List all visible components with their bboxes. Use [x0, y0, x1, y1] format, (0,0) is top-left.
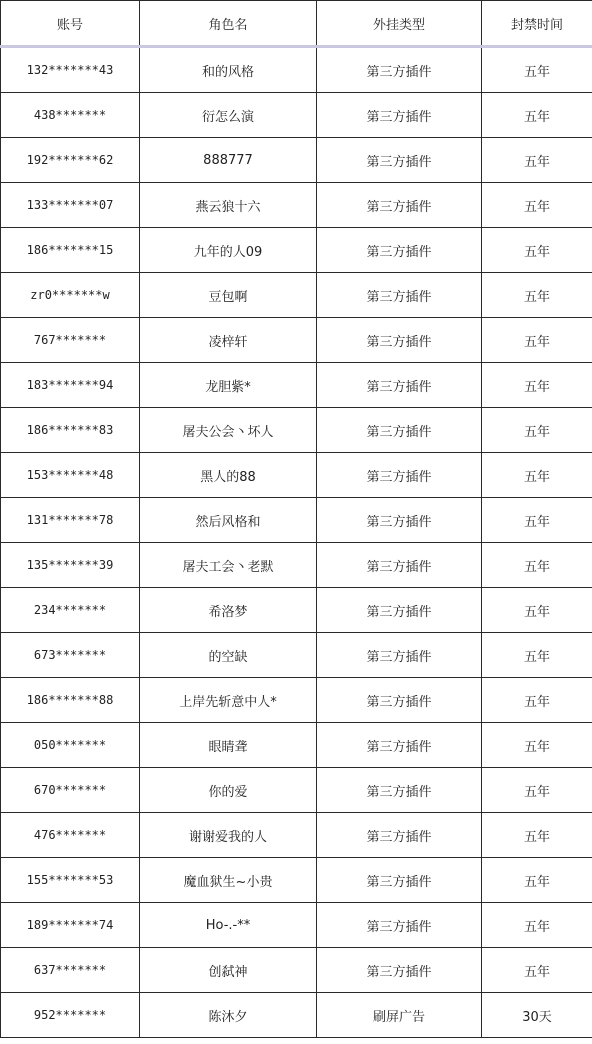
cheat-type-cell: 第三方插件	[317, 813, 482, 858]
table-row	[1, 768, 592, 813]
account-cell: 189*******74	[1, 903, 140, 948]
role-name-cell: 陈沐夕	[140, 993, 317, 1038]
role-name-cell: 黑人的88	[140, 453, 317, 498]
role-name-cell: Ho-.-**	[140, 903, 317, 948]
cheat-type-cell: 第三方插件	[317, 273, 482, 318]
role-name-cell: 衍怎么演	[140, 93, 317, 138]
header-account: 账号	[1, 1, 140, 47]
cheat-type-cell: 第三方插件	[317, 47, 482, 93]
role-name-cell: 豆包啊	[140, 273, 317, 318]
table-row	[1, 588, 592, 633]
account-cell: 767*******	[1, 318, 140, 363]
account-cell: 186*******83	[1, 408, 140, 453]
table-row	[1, 498, 592, 543]
role-name-cell: 的空缺	[140, 633, 317, 678]
ban-duration-cell: 五年	[482, 768, 592, 813]
cheat-type-cell: 第三方插件	[317, 903, 482, 948]
ban-duration-cell: 五年	[482, 138, 592, 183]
cheat-type-cell: 第三方插件	[317, 498, 482, 543]
table-row	[1, 138, 592, 183]
table-row	[1, 633, 592, 678]
role-name-cell: 屠夫公会丶坏人	[140, 408, 317, 453]
header-ban-duration: 封禁时间	[482, 1, 592, 47]
table-row	[1, 318, 592, 363]
table-row	[1, 228, 592, 273]
account-cell: 438*******	[1, 93, 140, 138]
role-name-cell: 凌梓轩	[140, 318, 317, 363]
role-name-cell: 谢谢爱我的人	[140, 813, 317, 858]
ban-duration-cell: 五年	[482, 228, 592, 273]
cheat-type-cell: 第三方插件	[317, 228, 482, 273]
cheat-type-cell: 第三方插件	[317, 678, 482, 723]
ban-duration-cell: 五年	[482, 318, 592, 363]
role-name-cell: 希洛梦	[140, 588, 317, 633]
table-row	[1, 183, 592, 228]
ban-duration-cell: 五年	[482, 408, 592, 453]
role-name-cell: 龙胆紫*	[140, 363, 317, 408]
table-row	[1, 363, 592, 408]
role-name-cell: 888777	[140, 138, 317, 183]
cheat-type-cell: 第三方插件	[317, 408, 482, 453]
cheat-type-cell: 第三方插件	[317, 318, 482, 363]
account-cell: 637*******	[1, 948, 140, 993]
account-cell: 050*******	[1, 723, 140, 768]
table-row	[1, 813, 592, 858]
table-row	[1, 948, 592, 993]
ban-duration-cell: 五年	[482, 588, 592, 633]
cheat-type-cell: 刷屏广告	[317, 993, 482, 1038]
role-name-cell: 九年的人09	[140, 228, 317, 273]
role-name-cell: 屠夫工会丶老默	[140, 543, 317, 588]
table-row	[1, 453, 592, 498]
cheat-type-cell: 第三方插件	[317, 543, 482, 588]
cheat-type-cell: 第三方插件	[317, 858, 482, 903]
account-cell: 183*******94	[1, 363, 140, 408]
account-cell: 131*******78	[1, 498, 140, 543]
ban-duration-cell: 30天	[482, 993, 592, 1038]
ban-duration-cell: 五年	[482, 678, 592, 723]
account-cell: 186*******15	[1, 228, 140, 273]
account-cell: 133*******07	[1, 183, 140, 228]
header-cheat-type: 外挂类型	[317, 1, 482, 47]
table-row	[1, 858, 592, 903]
ban-duration-cell: 五年	[482, 47, 592, 93]
account-cell: zr0*******w	[1, 273, 140, 318]
cheat-type-cell: 第三方插件	[317, 588, 482, 633]
role-name-cell: 眼睛聋	[140, 723, 317, 768]
role-name-cell: 然后风格和	[140, 498, 317, 543]
table-row	[1, 543, 592, 588]
account-cell: 192*******62	[1, 138, 140, 183]
cheat-type-cell: 第三方插件	[317, 453, 482, 498]
account-cell: 186*******88	[1, 678, 140, 723]
account-cell: 132*******43	[1, 47, 140, 93]
account-cell: 476*******	[1, 813, 140, 858]
header-row	[1, 1, 592, 47]
table-row	[1, 93, 592, 138]
ban-duration-cell: 五年	[482, 183, 592, 228]
cheat-type-cell: 第三方插件	[317, 633, 482, 678]
ban-duration-cell: 五年	[482, 633, 592, 678]
table-row	[1, 678, 592, 723]
ban-duration-cell: 五年	[482, 858, 592, 903]
ban-duration-cell: 五年	[482, 363, 592, 408]
role-name-cell: 和的风格	[140, 47, 317, 93]
cheat-type-cell: 第三方插件	[317, 363, 482, 408]
role-name-cell: 创弑神	[140, 948, 317, 993]
account-cell: 670*******	[1, 768, 140, 813]
ban-duration-cell: 五年	[482, 948, 592, 993]
account-cell: 153*******48	[1, 453, 140, 498]
cheat-type-cell: 第三方插件	[317, 183, 482, 228]
table-header	[1, 1, 592, 47]
ban-duration-cell: 五年	[482, 93, 592, 138]
table-row	[1, 903, 592, 948]
table-row	[1, 47, 592, 93]
cheat-type-cell: 第三方插件	[317, 93, 482, 138]
ban-duration-cell: 五年	[482, 903, 592, 948]
ban-duration-cell: 五年	[482, 723, 592, 768]
role-name-cell: 你的爱	[140, 768, 317, 813]
account-cell: 135*******39	[1, 543, 140, 588]
account-cell: 952*******	[1, 993, 140, 1038]
account-cell: 673*******	[1, 633, 140, 678]
cheat-type-cell: 第三方插件	[317, 948, 482, 993]
role-name-cell: 燕云狼十六	[140, 183, 317, 228]
cheat-type-cell: 第三方插件	[317, 768, 482, 813]
cheat-type-cell: 第三方插件	[317, 723, 482, 768]
role-name-cell: 上岸先斩意中人*	[140, 678, 317, 723]
table-row	[1, 273, 592, 318]
ban-duration-cell: 五年	[482, 453, 592, 498]
table-body	[1, 47, 592, 1038]
ban-duration-cell: 五年	[482, 813, 592, 858]
account-cell: 234*******	[1, 588, 140, 633]
table-row	[1, 408, 592, 453]
ban-duration-cell: 五年	[482, 543, 592, 588]
ban-duration-cell: 五年	[482, 273, 592, 318]
account-cell: 155*******53	[1, 858, 140, 903]
header-role-name: 角色名	[140, 1, 317, 47]
role-name-cell: 魔血狱生~小贵	[140, 858, 317, 903]
table-row	[1, 723, 592, 768]
ban-duration-cell: 五年	[482, 498, 592, 543]
cheat-type-cell: 第三方插件	[317, 138, 482, 183]
table-row	[1, 993, 592, 1038]
